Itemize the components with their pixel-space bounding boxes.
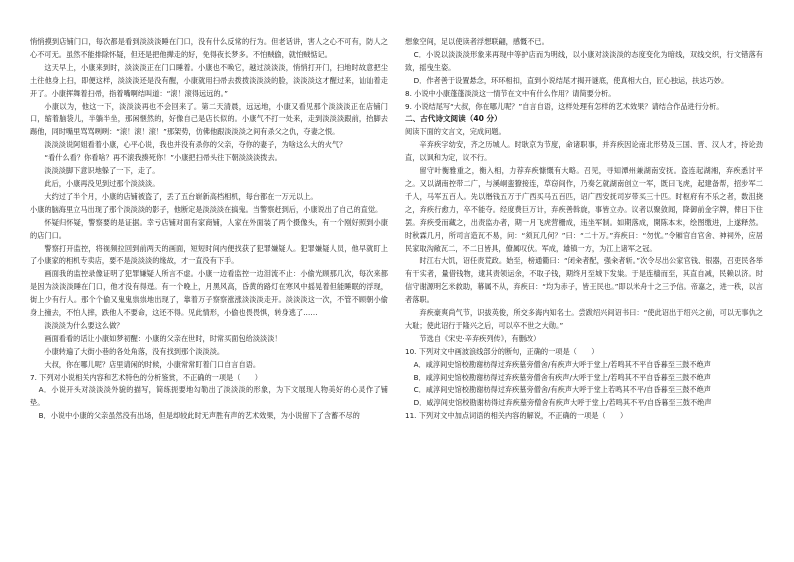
right-paragraph: 留守叶衡雅重之，衡入相，力荐弃疾慷慨有大略。召见，寻知潭州兼湖南安抚。盗连起湖湘，弃疾悉讨平之。又以湖南控带二广，与溪峒蛮獠接连，草窃间作，乃奏乞就湖南创立一军，既曰飞虎，起建备帮，招步军二千人，马军五百人。先以缗钱五万于广西买马五百匹，诏广西安抚司岁带买三十匹。时枢府有不乐之者，数沮挠之，弃疾行愈力，卒不能夺。经度费巨万计，弃疾善斡旋，事皆立办。议者以聚敛闻，降御前金字牌，俾日下住罢。弃疾受而藏之，出责监办者，期一月飞虎营栅成，违坐军制。如期落成，開陈本末，绘图缴进，上遂释然。时秋霖几月，所司言造瓦不易，问：“须瓦几何？”曰：“二十万。”弃疾曰：“勿忧。”令厢官自官舍、神祠外，应居民家取沟敞瓦二，不二日皆具，僚属叹伏。军成，雄镇一方，为江上诸军之冠。 — [405, 166, 763, 253]
right-paragraph: 11. 下列对文中加点词语的相关内容的解说，不正确的一项是（ ） — [405, 411, 628, 421]
right-paragraph: 10. 下列对文中画波浪线部分的断句，正确的一项是（ ） — [405, 346, 599, 356]
right-paragraph: 二、古代诗文阅读（40 分） — [405, 114, 502, 124]
left-paragraph: 小康的脑海里立马出现了那个淡淡淡的影子，他断定是淡淡淡在搞鬼。当警察赶到后，小康说出了自己的直觉。 — [30, 204, 383, 214]
right-paragraph: B．咸淳间史馆校勘谢枋得过弃疾墓旁僧舍有疾声/大呼于堂上/若鸣其不平自昏暮至三鼓不绝声 — [413, 372, 711, 382]
right-paragraph: 9. 小说结尾写“大叔，你在哪儿呢？”自言自语，这样处理有怎样的艺术效果？请结合作品进行分析。 — [405, 101, 724, 111]
left-paragraph: 警察打开监控，将视频拉回到前两天的画面，短短时间内便找获了犯罪嫌疑人。犯罪嫌疑人员，他早就盯上了小康家的相机专卖店，要不是淡淡淡的缘故，才一直没有下手。 — [30, 243, 388, 266]
left-paragraph: A．小说开头对淡淡淡外貌的描写，简练扼要地勾勒出了淡淡淡的形象，为下文展现人物美好的心灵作了铺垫。 — [30, 385, 388, 408]
left-paragraph: 小康转遍了大街小巷的各处角落，没有找到那个淡淡淡。 — [44, 346, 225, 356]
right-paragraph: 想象空间，足以使读者浮想联翩，感慨不已。 — [405, 37, 549, 46]
right-paragraph: 节选自《宋史·辛弃疾列传》，有删改） — [419, 333, 541, 343]
left-paragraph: 淡淡淡说阿姐看着小康，心平心说，我也并没有杀你的父亲，夺你的妻子，为啥这么大的火气？ — [44, 140, 347, 150]
left-paragraph: 画面我的监控录像证明了犯罪嫌疑人所言不虚。小康一边看监控一边泪流不止：小偷光顾那几次，每次来都是因为淡淡淡睡在门口，他才没有得逞。有一个晚上，月黑风高，昏黄的路灯在寒风中摇晃着但能睡眠的浮现，街上少有行人。那个个偷又鬼鬼祟祟地出现了，靠着万子察察涨涨淡淡淡走开。淡淡淡这一次，不管不顾朝小偷身上撞去，不怕人摔，跌他人不要命，这还不得。见此情形，小偷也畏畏惧，转身逃了…… — [30, 269, 388, 318]
left-paragraph: “看什么看？你看啥？再不滚我揍死你！”小康把扫帚头往下朝淡淡淡拨去。 — [44, 153, 282, 163]
right-paragraph: A．咸淳间史馆校勘谢枋得过弃疾墓旁僧舍/有疾声大呼于堂上/若鸣其不平自昏暮至三鼓不绝声 — [413, 359, 711, 369]
right-paragraph: 辛弃疾字幼安，齐之历城人。时耿京为节度，命诸职事，并弃疾因论南北形势及三国、晋、汉人才，持论劲直，以讽和为定，议不行。 — [405, 140, 763, 163]
left-paragraph: 画面看看的话让小康如梦初醒：小康的父亲在世时，时常买面包给淡淡淡！ — [44, 333, 282, 343]
left-column — [30, 36, 388, 423]
left-paragraph: 小康以为，他这一下，淡淡淡再也不会回来了。第二天清晨，远远地，小康又看见那个淡淡淡正在店铺门口，缩着脑袋儿，半躺半坐，那闲惬然的，好像自己是店长似的。小康气不打一处来，走到淡淡淡跟前，抬脚去踢他，同时嘴里骂骂咧咧：“滚！滚！滚！”那架势，仿佛他跟淡淡淡之间有杀父之仇，夺妻之恨。 — [30, 101, 388, 137]
left-paragraph: 悄悄摸到店铺门口，每次都是看到淡淡淡睡在门口，没有什么反常的行为。但老话讲，害人之心不可有，防人之心不可无。虽然不能排除怀疑，但还是把他撵走的好，免得夜长梦多。不怕贼偷，就怕贼惦记。 — [30, 37, 388, 59]
right-paragraph: 8. 小说中小康蓬蓬淡淡这一情节在文中有什么作用？请简要分析。 — [405, 88, 616, 98]
left-paragraph: B．小说中小康的父亲虽然没有出场，但是却较此时无声胜有声的艺术效果，为小说留下了含蓄不尽的 — [38, 411, 360, 421]
left-paragraph: 此后，小康再没见到过那个淡淡淡。 — [44, 178, 160, 188]
left-paragraph: 淡淡淡为什么要这么做？ — [44, 320, 124, 330]
right-paragraph: D．作者善于设置悬念，环环相扣，直到小说结尾才揭开谜底，使真相大白，匠心独运，扶达巧妙。 — [413, 75, 729, 85]
left-paragraph: 这天早上，小康来到时，淡淡淡正在门口睡着。小康也不唤它，越过淡淡淡，悄悄打开门，扫地时故意把尘土往他身上扫，即便这样，淡淡淡还是没有醒，小康就用扫帚去拨拨淡淡淡的脸，淡淡淡这才醒过来，讪讪着走开了。小康挥舞着扫帚，指着嘴啊结叫道：“滚！滚得远远的。” — [30, 62, 388, 98]
left-paragraph: 淡淡淡脚下意识地躲了一下，走了。 — [44, 166, 160, 176]
left-paragraph: 大约过了半个月，小康的店铺被盗了，丢了五台崭新高档相机，每台都在一万元以上。 — [44, 191, 318, 201]
left-paragraph: 怀疑归怀疑，警察要的是证据。幸亏店铺对面有家商铺，人家在外面装了两个摄像头，有一个刚好照到小康的店门口。 — [30, 217, 388, 240]
left-paragraph: 大叔，你在哪儿呢？店里请闲的时候，小康常常盯着门口自言自语。 — [44, 359, 261, 369]
right-paragraph: 时江右大饥，诏任责荒政。始至，榜通衢曰：“闭籴者配，强籴者斩。”次令尽出公家官钱、银器，召吏民各举有干实者，量借钱物，逮其责领运余，不取子钱，期终月至城下发粜。于是连樯而至，其直自减，民赖以济。时信守谢源明乞米救助，幕属不从，弃疾曰：“均为赤子，皆王民也。”即以米舟十之三予信。帝嘉之，进一秩，以言者落职。 — [405, 256, 763, 305]
right-paragraph: 弃疾豪爽尚气节，识拔英俊，所交多海内知名士。尝跋绍兴间诏书曰：“使此诏出于绍兴之前，可以无事仇之大耻；使此诏行于隆兴之后，可以卒不世之大勋。” — [405, 308, 763, 330]
right-column — [405, 36, 763, 423]
left-paragraph: 7. 下列对小说相关内容和艺术特色的分析鉴赏，不正确的一项是（ ） — [30, 372, 262, 382]
right-paragraph: C．小说以淡淡淡形象来再现中等护店而为明线，以小康对淡淡淡的态度变化为暗线，双线交织，行文错落有致，摇曳生姿。 — [405, 49, 763, 72]
right-paragraph: C．咸淳间史馆校勘谢枋得过弃疾墓旁僧舍/有疾声大呼于堂上若鸣其不平/自昏暮至三鼓不绝声 — [413, 385, 711, 395]
right-paragraph: 阅读下面的文言文，完成问题。 — [405, 127, 506, 137]
right-paragraph: D．咸淳间史馆校勘谢枋得过弃疾墓旁僧舍有疾声大呼于堂上/若鸣其不平/自昏暮至三鼓不绝声 — [413, 398, 712, 408]
